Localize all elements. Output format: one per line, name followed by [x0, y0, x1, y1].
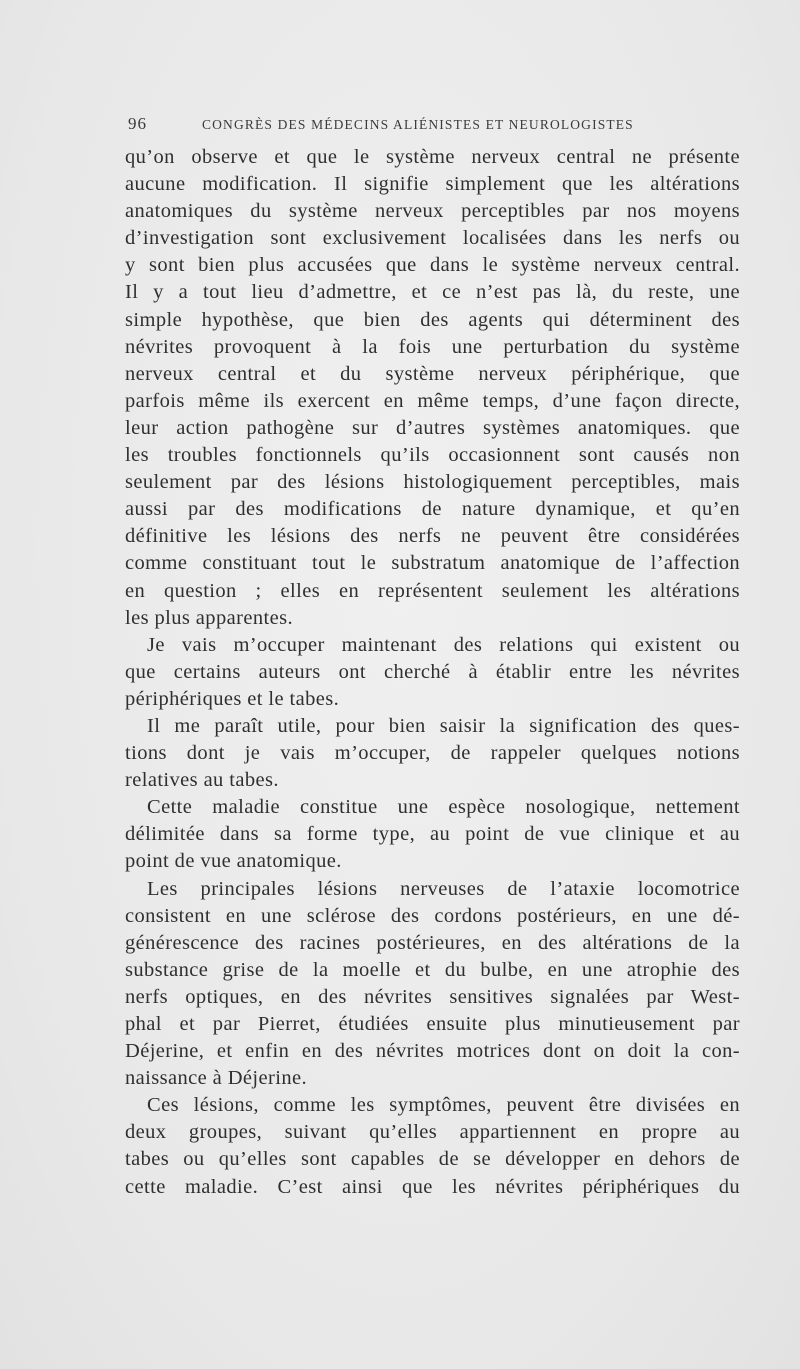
text-line: nerveux central et du système nerveux périphérique, que — [125, 362, 740, 385]
text-line: en question ; elles en représentent seulement les altérations — [125, 579, 740, 602]
page-number: 96 — [128, 114, 147, 133]
text-line: tions dont je vais m’occuper, de rappeler quelques notions — [125, 742, 740, 765]
text-line: Je vais m’occuper maintenant des relations qui existent ou — [147, 633, 740, 656]
text-line: anatomiques du système nerveux perceptibles par nos moyens — [125, 200, 740, 223]
text-line: deux groupes, suivant qu’elles appartiennent en propre au — [125, 1121, 740, 1144]
text-line: les troubles fonctionnels qu’ils occasionnent sont causés non — [125, 444, 740, 467]
text-line: substance grise de la moelle et du bulbe, en une atrophie des — [125, 958, 740, 981]
text-line: générescence des racines postérieures, en des altérations de la — [125, 931, 740, 954]
text-line: phal et par Pierret, étudiées ensuite plus minutieusement par — [125, 1013, 740, 1035]
text-line: aussi par des modifications de nature dynamique, et qu’en — [125, 498, 740, 521]
text-line: périphériques et le tabes. — [125, 687, 340, 710]
text-line: comme constituant tout le substratum anatomique de l’affection — [125, 552, 740, 575]
text-line: leur action pathogène sur d’autres systèmes anatomiques. que — [125, 416, 740, 439]
text-line: naissance à Déjerine. — [125, 1067, 307, 1090]
text-line: Il y a tout lieu d’admettre, et ce n’est pas là, du reste, une — [125, 281, 740, 304]
text-line: consistent en une sclérose des cordons postérieurs, en une dé- — [125, 904, 740, 927]
text-line: définitive les lésions des nerfs ne peuvent être considérées — [125, 525, 740, 548]
text-line: délimitée dans sa forme type, au point de vue clinique et au — [125, 823, 740, 846]
page-header — [128, 114, 673, 136]
text-line: Déjerine, et enfin en des névrites motrices dont on doit la con- — [125, 1040, 740, 1063]
text-line: d’investigation sont exclusivement localisées dans les nerfs ou — [125, 227, 740, 250]
text-line: Il me paraît utile, pour bien saisir la signification des ques- — [147, 714, 740, 737]
text-line: nerfs optiques, en des névrites sensitives signalées par West- — [125, 985, 740, 1008]
text-line: tabes ou qu’elles sont capables de se développer en dehors de — [125, 1148, 740, 1171]
text-line: névrites provoquent à la fois une perturbation du système — [125, 335, 740, 358]
text-line: y sont bien plus accusées que dans le système nerveux central. — [125, 254, 740, 277]
text-line: cette maladie. C’est ainsi que les névrites périphériques du — [125, 1175, 740, 1198]
body-text — [125, 144, 745, 1201]
text-line: Les principales lésions nerveuses de l’ataxie locomotrice — [147, 877, 740, 900]
text-line: relatives au tabes. — [125, 769, 279, 792]
text-line: simple hypothèse, que bien des agents qui déterminent des — [125, 308, 740, 331]
text-line: Cette maladie constitue une espèce nosologique, nettement — [147, 796, 740, 819]
text-line: les plus apparentes. — [125, 606, 293, 629]
text-line: point de vue anatomique. — [125, 850, 342, 873]
running-title: CONGRÈS DES MÉDECINS ALIÉNISTES ET NEUROLOGISTES — [202, 117, 634, 132]
text-line: que certains auteurs ont cherché à établir entre les névrites — [125, 660, 740, 683]
text-line: seulement par des lésions histologiquement perceptibles, mais — [125, 471, 740, 494]
text-line: Ces lésions, comme les symptômes, peuvent être divisées en — [147, 1094, 740, 1117]
text-line: aucune modification. Il signifie simplement que les altérations — [125, 173, 740, 196]
text-line: qu’on observe et que le système nerveux central ne présente — [125, 146, 740, 168]
text-line: parfois même ils exercent en même temps, d’une façon directe, — [125, 389, 740, 412]
